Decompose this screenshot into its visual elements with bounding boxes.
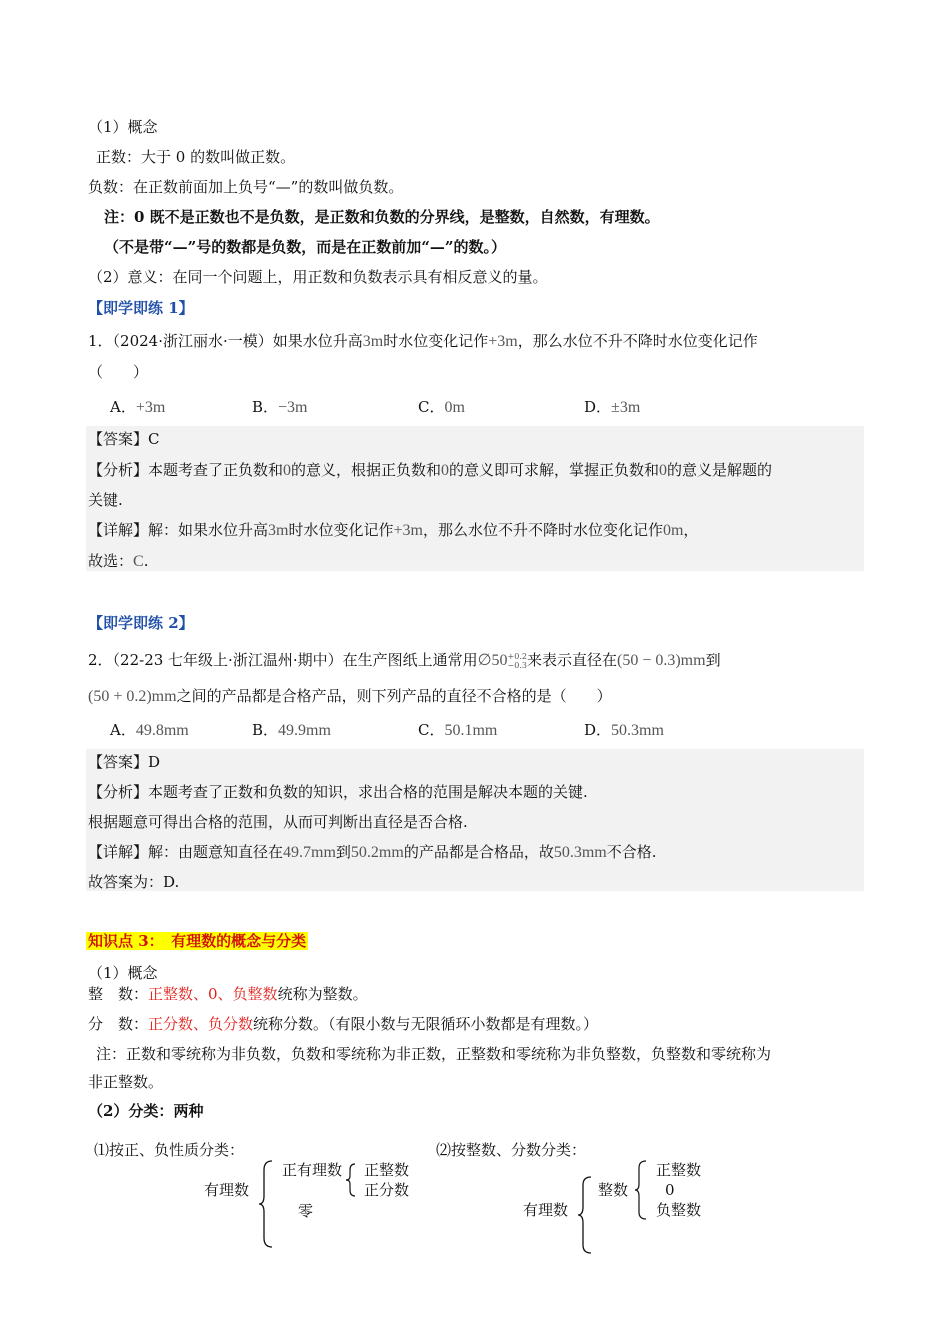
class-2-neg-int: 负整数 (656, 1201, 702, 1219)
integer-definition (88, 984, 368, 1004)
exercise-2-question (88, 650, 721, 671)
exercise-2-final: 故答案为：D. (88, 873, 180, 891)
detail-text: 不合格. (606, 843, 657, 861)
choose-text: 故选： (88, 552, 134, 570)
exercise-2-detail (88, 842, 657, 863)
math: 3m (362, 333, 384, 350)
q-text: 1．（2024·浙江丽水·一模）如果水位升高 (88, 332, 363, 350)
math: +3m (488, 333, 518, 350)
choose-text: . (143, 552, 149, 570)
detail-text: 时水位变化记作 (288, 521, 394, 539)
exercise-2-analysis-cont: 根据题意可得出合格的范围，从而可判断出直径是否合格. (88, 813, 468, 831)
option-value: 0m (444, 399, 465, 416)
class-1-title: ⑴按正、负性质分类： (94, 1141, 245, 1159)
fraction-definition (88, 1014, 598, 1034)
section-3-concept-title: （1）概念 (88, 964, 158, 982)
option-d (584, 720, 664, 741)
upper-bound: +0.2 (507, 652, 527, 661)
lower-bound: −0.3 (507, 661, 527, 670)
detail-text: ， (683, 521, 699, 539)
zero-note: 注：0 既不是正数也不是负数，是正数和负数的分界线，是整数，自然数，有理数。 (104, 208, 660, 226)
exercise-1-question (88, 331, 758, 352)
exercise-2-question-cont (88, 686, 612, 707)
detail-text: ，那么水位不升不降时水位变化记作 (422, 521, 663, 539)
math: (50 − 0.3)mm (616, 652, 706, 669)
analysis-text: 【分析】本题考查了正负数和 (88, 461, 284, 479)
option-b (252, 720, 331, 741)
option-label: A． (110, 721, 136, 739)
class-1-pos-frac: 正分数 (364, 1181, 410, 1199)
meaning: （2）意义：在同一个问题上，用正数和负数表示具有相反意义的量。 (88, 268, 548, 286)
brace-icon (634, 1160, 648, 1220)
math: 0m (662, 522, 684, 539)
brace-icon (258, 1160, 274, 1248)
option-a (110, 397, 165, 418)
class-2-zero: 0 (665, 1181, 675, 1199)
nonneg-note-cont: 非正整数。 (88, 1073, 164, 1091)
analysis-text: 的意义，根据正负数和 (291, 461, 442, 479)
option-label: D． (584, 721, 612, 739)
q-text: 来表示直径在 (526, 651, 617, 669)
math: +3m (393, 522, 423, 539)
nonneg-note: 注：正数和零统称为非负数，负数和零统称为非正数，正整数和零统称为非负整数，负整数和零统称为 (96, 1045, 772, 1063)
exercise-2-analysis: 【分析】本题考查了正数和负数的知识，求出合格的范围是解决本题的关键. (88, 783, 588, 801)
exercise-1-solution-box (86, 426, 864, 571)
int-label: 整 数： (88, 985, 149, 1003)
math: (50 + 0.2)mm (88, 688, 177, 705)
tolerance-symbol: ∅50 (477, 652, 508, 669)
int-highlight: 正整数、0、负整数 (148, 985, 278, 1003)
exercise-1-analysis-cont: 关键. (88, 491, 123, 509)
q-text: 之间的产品都是合格产品，则下列产品的直径不合格的是（ ） (176, 687, 612, 705)
exercise-2-answer: 【答案】D (88, 753, 161, 771)
math: 49.7mm (283, 844, 336, 861)
positive-definition: 正数：大于 0 的数叫做正数。 (96, 148, 296, 166)
option-value: 49.8mm (135, 722, 189, 739)
class-2-pos-int: 正整数 (656, 1161, 702, 1179)
exercise-2-tag: 【即学即练 2】 (88, 614, 194, 632)
detail-text: 【详解】解：如果水位升高 (88, 521, 269, 539)
option-a (110, 720, 189, 741)
math: 0 (659, 462, 668, 479)
int-tail: 统称为整数。 (277, 985, 368, 1003)
class-1-zero: 零 (298, 1202, 314, 1220)
detail-text: 【详解】解：由题意知直径在 (88, 843, 284, 861)
negative-definition: 负数：在正数前面加上负号“—”的数叫做负数。 (88, 178, 404, 196)
math: 3m (268, 522, 289, 539)
option-value: +3m (135, 399, 166, 416)
math: 0 (441, 462, 450, 479)
exercise-1-answer: 【答案】C (88, 430, 160, 448)
frac-label: 分 数： (88, 1015, 149, 1033)
detail-text: 的产品都是合格品，故 (403, 843, 554, 861)
q-text: 到 (705, 651, 721, 669)
class-2-root: 有理数 (523, 1201, 569, 1219)
option-label: A． (110, 398, 136, 416)
heading-highlight: 知识点 3： 有理数的概念与分类 (88, 932, 307, 950)
frac-tail: 统称分数。（有限小数与无限循环小数都是有理数。） (253, 1015, 599, 1033)
option-d (584, 397, 640, 418)
frac-highlight: 正分数、负分数 (148, 1015, 254, 1033)
option-value: ±3m (611, 399, 641, 416)
tolerance-bounds (508, 652, 527, 670)
exercise-1-tag: 【即学即练 1】 (88, 299, 194, 317)
brace-icon (345, 1163, 357, 1197)
option-label: C． (418, 721, 445, 739)
class-1-positive: 正有理数 (282, 1161, 343, 1179)
q-text: 时水位变化记作 (383, 332, 489, 350)
concept-title: （1）概念 (88, 118, 158, 136)
math: 50.3mm (553, 844, 607, 861)
option-c (418, 397, 465, 418)
brace-icon (577, 1176, 593, 1254)
detail-text: 到 (335, 843, 351, 861)
classification-title: （2）分类：两种 (88, 1102, 204, 1120)
exercise-1-choose (88, 551, 148, 572)
q-text: 2．（22-23 七年级上·浙江温州·期中）在生产图纸上通常用 (88, 651, 478, 669)
math: C (133, 553, 144, 570)
option-label: B． (252, 398, 279, 416)
option-value: 49.9mm (278, 722, 331, 739)
option-value: 50.1mm (444, 722, 498, 739)
option-b (252, 397, 308, 418)
class-2-title: ⑵按整数、分数分类： (436, 1141, 587, 1159)
exercise-1-paren: （ ） (88, 363, 149, 381)
option-value: 50.3mm (611, 722, 664, 739)
analysis-text: 的意义即可求解，掌握正负数和 (449, 461, 660, 479)
option-value: −3m (278, 399, 308, 416)
sign-note: （不是带“—”号的数都是负数，而是在正数前加“—”的数。） (104, 238, 507, 256)
option-label: D． (584, 398, 612, 416)
analysis-text: 的意义是解题的 (667, 461, 773, 479)
math: 50.2mm (350, 844, 404, 861)
option-label: B． (252, 721, 279, 739)
q-text: ，那么水位不升不降时水位变化记作 (517, 332, 758, 350)
option-label: C． (418, 398, 445, 416)
class-2-integer: 整数 (598, 1181, 629, 1199)
option-c (418, 720, 497, 741)
class-1-root: 有理数 (204, 1181, 250, 1199)
math: 0 (283, 462, 292, 479)
class-1-pos-int: 正整数 (364, 1161, 410, 1179)
exercise-1-detail (88, 520, 698, 541)
section-3-heading (86, 931, 308, 951)
exercise-1-analysis (88, 460, 772, 481)
